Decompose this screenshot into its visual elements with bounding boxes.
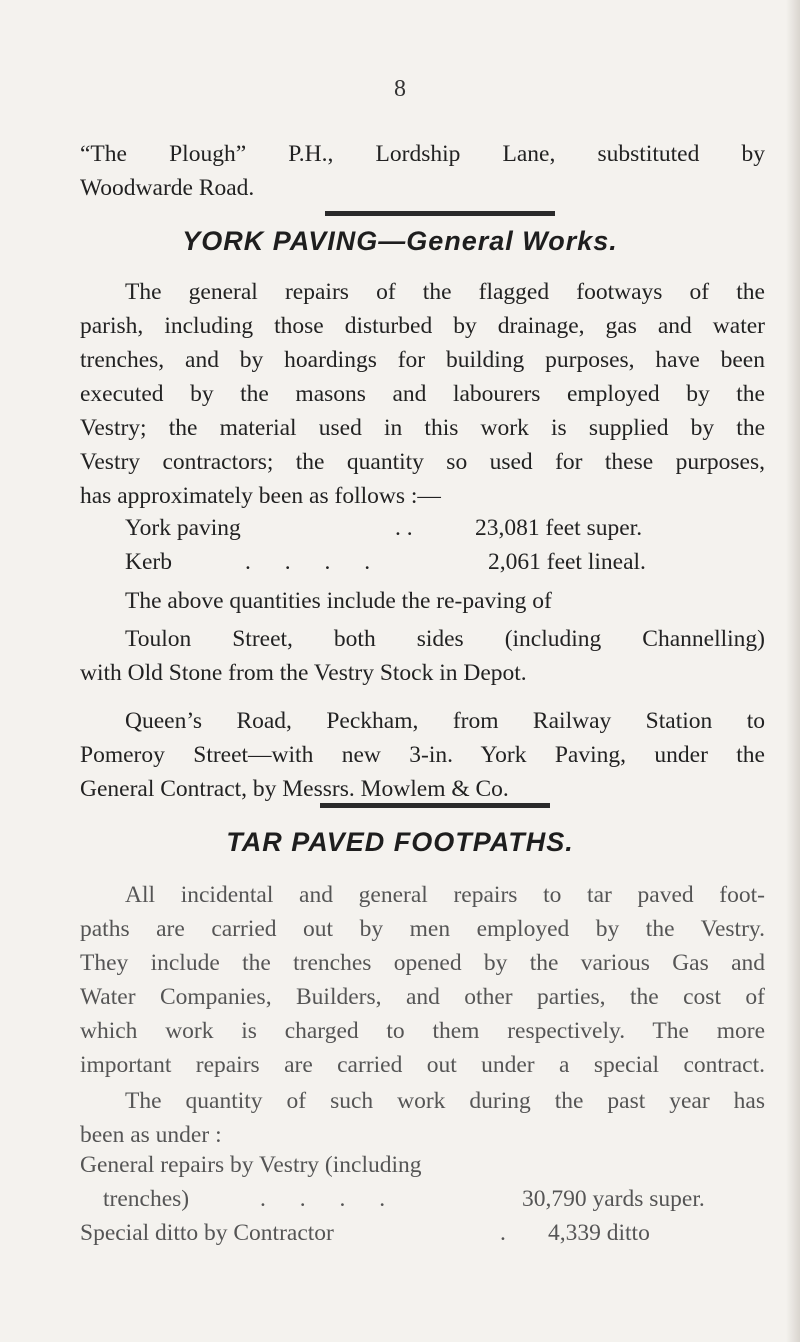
text-line: trenches, and by hoardings for building purposes, have been (80, 347, 765, 373)
text-line: been as under : (80, 1122, 222, 1148)
quantity-paragraph (80, 1084, 765, 1152)
item-label-general-repairs-cont: trenches) (103, 1186, 190, 1212)
text-line: paths are carried out by men employed by the Vestry. (80, 916, 765, 942)
text-line: Toulon Street, both sides (including Channelling) (125, 626, 765, 652)
intro-paragraph (80, 137, 765, 205)
item-label-york-paving: York paving (125, 515, 241, 541)
queens-road-paragraph (80, 704, 765, 806)
text-line: Woodwarde Road. (80, 175, 255, 201)
item-value-general-repairs: 30,790 yards super. (522, 1186, 705, 1212)
item-label-general-repairs: General repairs by Vestry (including (80, 1152, 422, 1178)
text-line: The quantity of such work during the past year has (125, 1088, 765, 1114)
text-line: has approximately been as follows :— (80, 483, 441, 509)
tar-paved-paragraph (80, 878, 765, 1082)
text-line: executed by the masons and labourers employed by the (80, 381, 765, 407)
item-value-york-paving: 23,081 feet super. (475, 515, 643, 541)
text-line: Queen’s Road, Peckham, from Railway Station to (125, 708, 765, 734)
item-value-kerb: 2,061 feet lineal. (488, 549, 646, 575)
item-label-special-ditto: Special ditto by Contractor (80, 1220, 334, 1246)
page-number: 8 (394, 76, 406, 102)
section-heading-york-paving: YORK PAVING—General Works. (182, 226, 618, 256)
text-line: “The Plough” P.H., Lordship Lane, substituted by (80, 141, 765, 167)
text-line: Vestry contractors; the quantity so used for these purposes, (80, 449, 765, 475)
text-line: which work is charged to them respectively. The more (80, 1018, 765, 1044)
text-line: All incidental and general repairs to tar paved foot- (125, 882, 765, 908)
text-line: Water Companies, Builders, and other parties, the cost of (80, 984, 765, 1010)
item-leader-dots: . . . . (245, 549, 385, 575)
item-value-special-ditto: 4,339 ditto (548, 1220, 650, 1246)
text-line: They include the trenches opened by the various Gas and (80, 950, 765, 976)
text-line: parish, including those disturbed by drainage, gas and water (80, 313, 765, 339)
text-line: Vestry; the material used in this work is supplied by the (80, 415, 765, 441)
toulon-street-paragraph (80, 622, 765, 690)
text-line: with Old Stone from the Vestry Stock in Depot. (80, 660, 527, 686)
item-leader-dots: . (500, 1220, 506, 1246)
text-line: The general repairs of the flagged footways of the (125, 279, 765, 305)
item-leader-dots: . . (395, 515, 413, 541)
text-line: important repairs are carried out under a special contract. (80, 1052, 765, 1078)
item-leader-dots: . . . . (260, 1186, 400, 1212)
quantities-note: The above quantities include the re-paving of (125, 588, 552, 614)
text-line: Pomeroy Street—with new 3-in. York Paving, under the (80, 742, 765, 768)
page-edge-shadow (786, 0, 800, 1342)
york-paving-paragraph (80, 275, 765, 513)
divider-rule (325, 211, 555, 216)
divider-rule (320, 803, 550, 808)
item-label-kerb: Kerb (125, 549, 172, 575)
text-line: General Contract, by Messrs. Mowlem & Co. (80, 776, 509, 802)
section-heading-tar-paved: TAR PAVED FOOTPATHS. (226, 827, 574, 857)
